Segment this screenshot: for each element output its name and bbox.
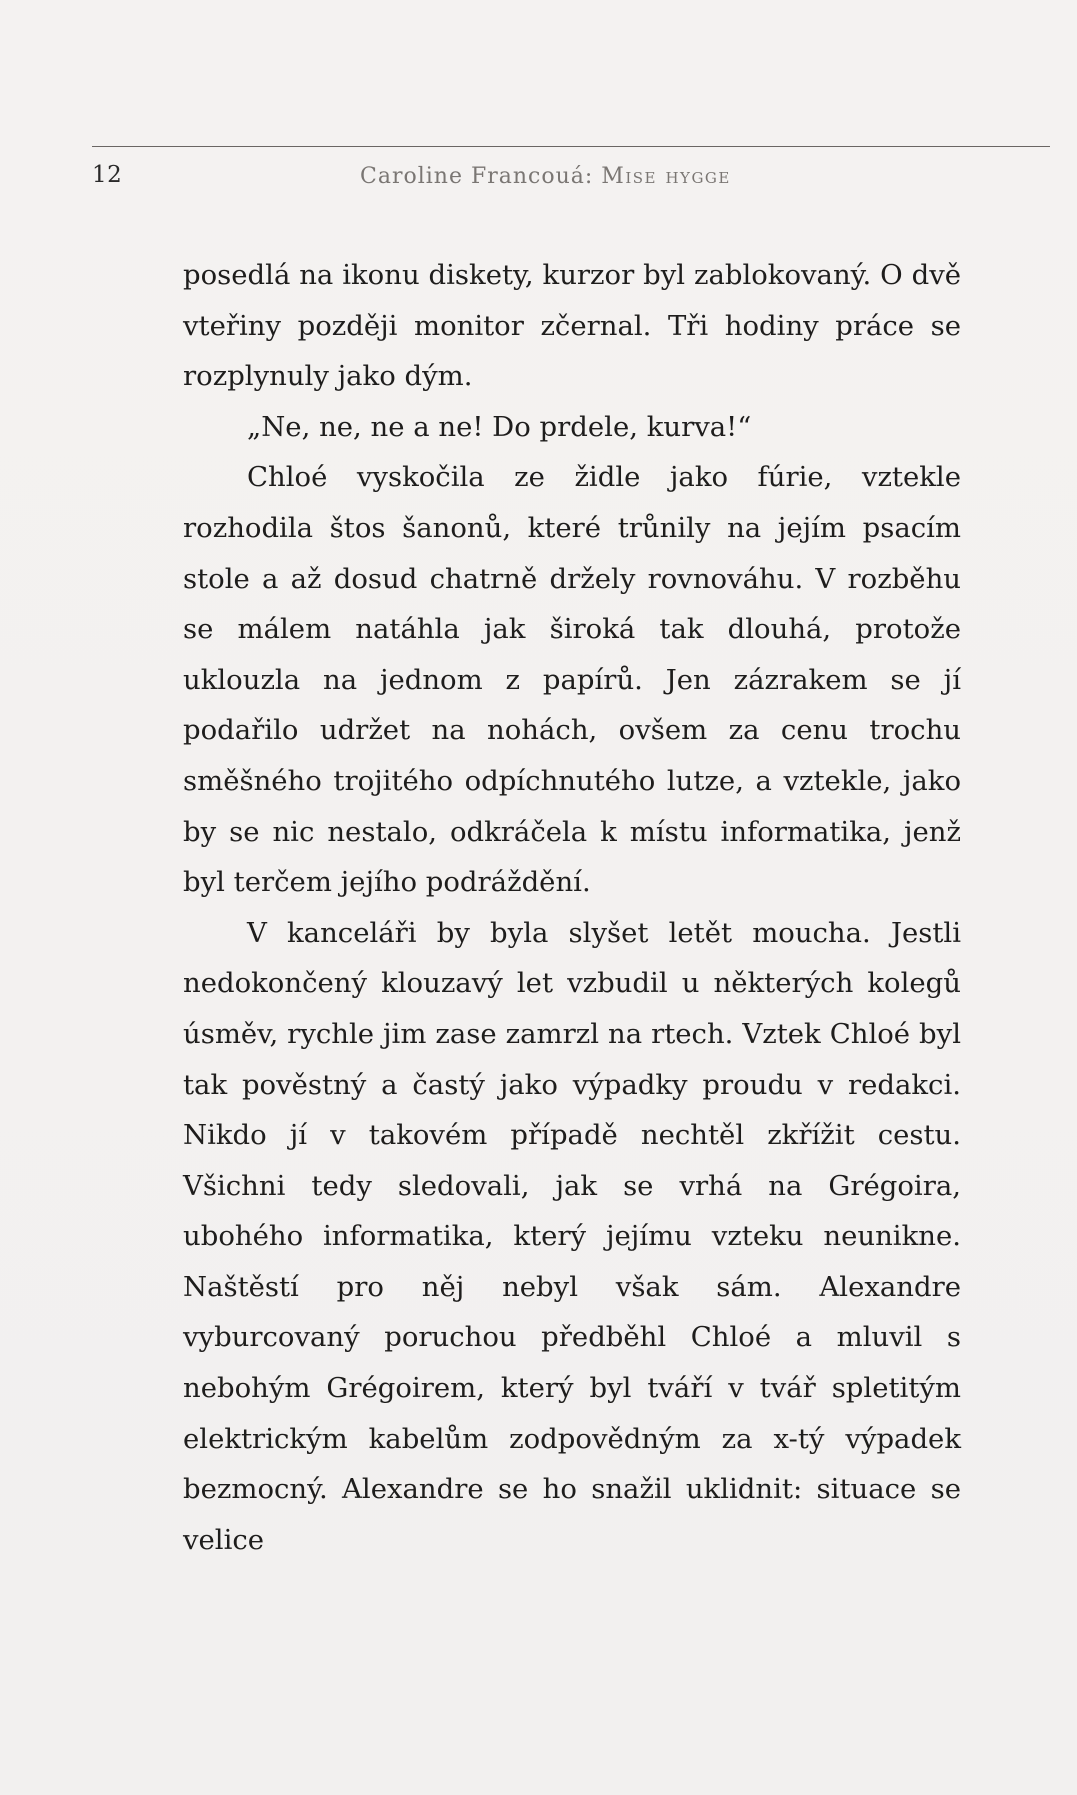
paragraph: Chloé vyskočila ze židle jako fúrie, vztekle rozhodila štos šanonů, které trůnily na jejím psacím stole a až dosud chatrně držely rovnováhu. V rozběhu se málem natáhla jak široká tak dlouhá, protože uklouzla na jednom z papírů. Jen zázrakem se jí podařilo udržet na nohách, ovšem za cenu trochu směšného trojitého odpíchnutého lutze, a vztekle, jako by se nic nestalo, odkráčela k místu informatika, jenž byl terčem jejího podráždění. — [183, 461, 961, 899]
running-head-title: Mise hygge — [601, 164, 731, 189]
running-head — [360, 164, 800, 189]
paragraph: „Ne, ne, ne a ne! Do prdele, kurva!“ — [247, 410, 752, 443]
paragraph: posedlá na ikonu diskety, kurzor byl zablokovaný. O dvě vteřiny později monitor zčernal. Tři hodiny práce se rozplynuly jako dým. — [183, 259, 961, 393]
header-rule — [92, 146, 1050, 147]
body-text — [183, 250, 961, 1565]
page-number: 12 — [92, 162, 123, 188]
running-head-author: Caroline Francouá: — [360, 164, 602, 189]
paragraph: V kanceláři by byla slyšet letět moucha. Jestli nedokončený klouzavý let vzbudil u některých kolegů úsměv, rychle jim zase zamrzl na rtech. Vztek Chloé byl tak pověstný a častý jako výpadky proudu v redakci. Nikdo jí v takovém případě nechtěl zkřížit cestu. Všichni tedy sledovali, jak se vrhá na Grégoira, ubohého informatika, který jejímu vzteku neunikne. Naštěstí pro něj nebyl však sám. Alexandre vyburcovaný poruchou předběhl Chloé a mluvil s nebohým Grégoirem, který byl tváří v tvář spletitým elektrickým kabelům zodpovědným za x-tý výpadek bezmocný. Alexandre se ho snažil uklidnit: situace se velice — [183, 916, 961, 1556]
